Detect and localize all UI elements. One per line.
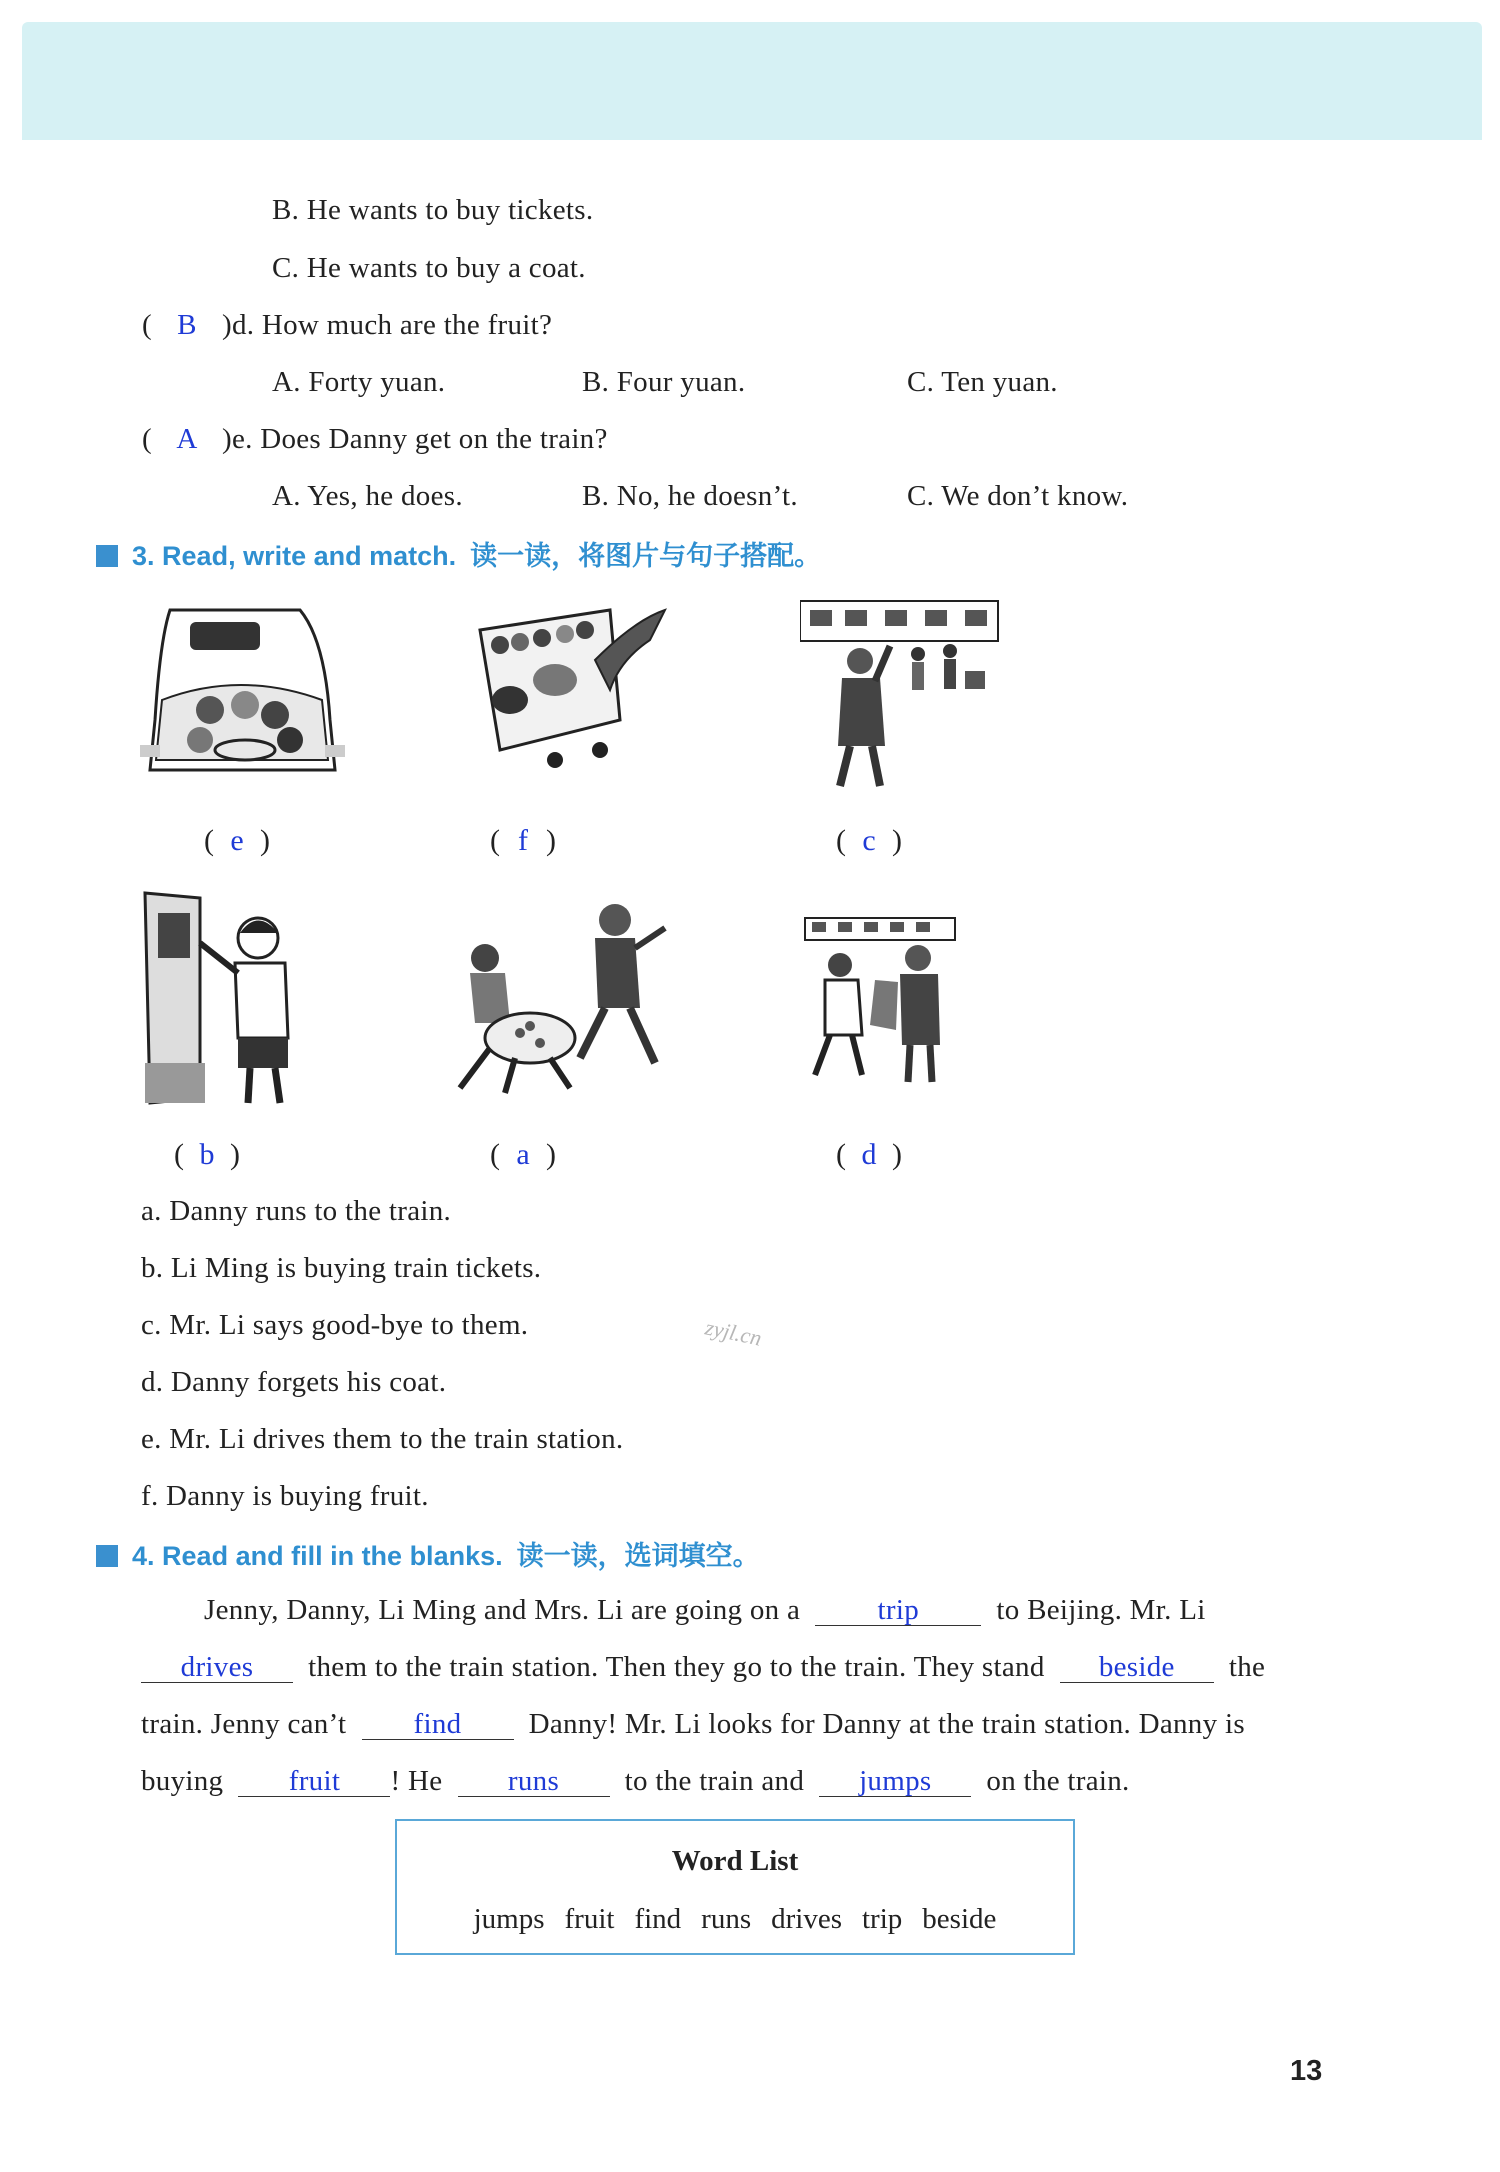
fruit-cart-icon [470, 600, 670, 780]
passage-line-3: train. Jenny can’t find Danny! Mr. Li looks for Danny at the train station. Danny is [141, 1708, 1245, 1740]
word-runs: runs [701, 1903, 752, 1935]
question-text: e. Does Danny get on the train? [231, 423, 608, 455]
blank-drives[interactable]: drives [141, 1653, 293, 1683]
sentence-f: f. Danny is buying fruit. [141, 1480, 429, 1512]
man-waving-at-train-icon [800, 596, 1000, 796]
option-line: B. He wants to buy tickets. [272, 194, 594, 226]
section-4-title: 4. Read and fill in the blanks. 读一读，选词填空。 [96, 1534, 760, 1573]
blank-fruit[interactable]: fruit [238, 1767, 390, 1797]
match-answer-6: ( d ) [836, 1138, 902, 1171]
sentence-d: d. Danny forgets his coat. [141, 1366, 447, 1398]
word-beside: beside [922, 1903, 997, 1935]
wavy-edge-icon [22, 124, 1482, 154]
page-number: 13 [1290, 2055, 1323, 2087]
sentence-b: b. Li Ming is buying train tickets. [141, 1252, 542, 1284]
question-d: ( B )d. How much are the fruit? [142, 309, 553, 341]
blank-beside[interactable]: beside [1060, 1653, 1214, 1683]
answer-d: B [177, 309, 197, 341]
option-line: C. He wants to buy a coat. [272, 252, 586, 284]
question-text: d. How much are the fruit? [231, 309, 553, 341]
header-band [22, 22, 1482, 140]
word-drives: drives [771, 1903, 842, 1935]
match-answer-1: ( e ) [204, 824, 270, 857]
passage-line-4: buying fruit ! He runs to the train and jumps on the train. [141, 1765, 1130, 1797]
section-marker-icon [96, 1545, 118, 1567]
blank-trip[interactable]: trip [815, 1596, 981, 1626]
watermark: zyjl.cn [703, 1314, 764, 1351]
sentence-c: c. Mr. Li says good-bye to them. [141, 1309, 529, 1341]
running-to-train-icon [430, 898, 680, 1098]
option-a: A. Forty yuan. [272, 366, 446, 398]
word-list-words [397, 1903, 1073, 1936]
word-find: find [634, 1903, 682, 1935]
section-3-title: 3. Read, write and match. 读一读，将图片与句子搭配。 [96, 534, 821, 573]
blank-runs[interactable]: runs [458, 1767, 610, 1797]
match-answer-4: ( b ) [174, 1138, 240, 1171]
sentence-e: e. Mr. Li drives them to the train station. [141, 1423, 624, 1455]
option-c: C. We don’t know. [907, 480, 1129, 512]
option-c: C. Ten yuan. [907, 366, 1058, 398]
match-answer-3: ( c ) [836, 824, 902, 857]
answer-e: A [176, 423, 198, 455]
forgotten-coat-icon [800, 910, 960, 1090]
blank-find[interactable]: find [362, 1710, 514, 1740]
word-list-box [395, 1819, 1075, 1955]
passage-line-1: Jenny, Danny, Li Ming and Mrs. Li are going on a trip to Beijing. Mr. Li [204, 1594, 1206, 1626]
option-a: A. Yes, he does. [272, 480, 463, 512]
match-answer-5: ( a ) [490, 1138, 556, 1171]
option-b: B. Four yuan. [582, 366, 746, 398]
option-b: B. No, he doesn’t. [582, 480, 798, 512]
question-e: ( A )e. Does Danny get on the train? [142, 423, 608, 455]
section-marker-icon [96, 545, 118, 567]
word-list-title: Word List [671, 1845, 799, 1877]
match-answer-2: ( f ) [490, 824, 556, 857]
car-with-family-icon [140, 600, 345, 795]
word-trip: trip [862, 1903, 903, 1935]
passage-line-2: drives them to the train station. Then they go to the train. They stand beside the [141, 1651, 1265, 1684]
word-fruit: fruit [564, 1903, 615, 1935]
blank-jumps[interactable]: jumps [819, 1767, 971, 1797]
sentence-a: a. Danny runs to the train. [141, 1195, 452, 1227]
boy-at-ticket-machine-icon [140, 888, 310, 1113]
word-jumps: jumps [473, 1903, 545, 1935]
